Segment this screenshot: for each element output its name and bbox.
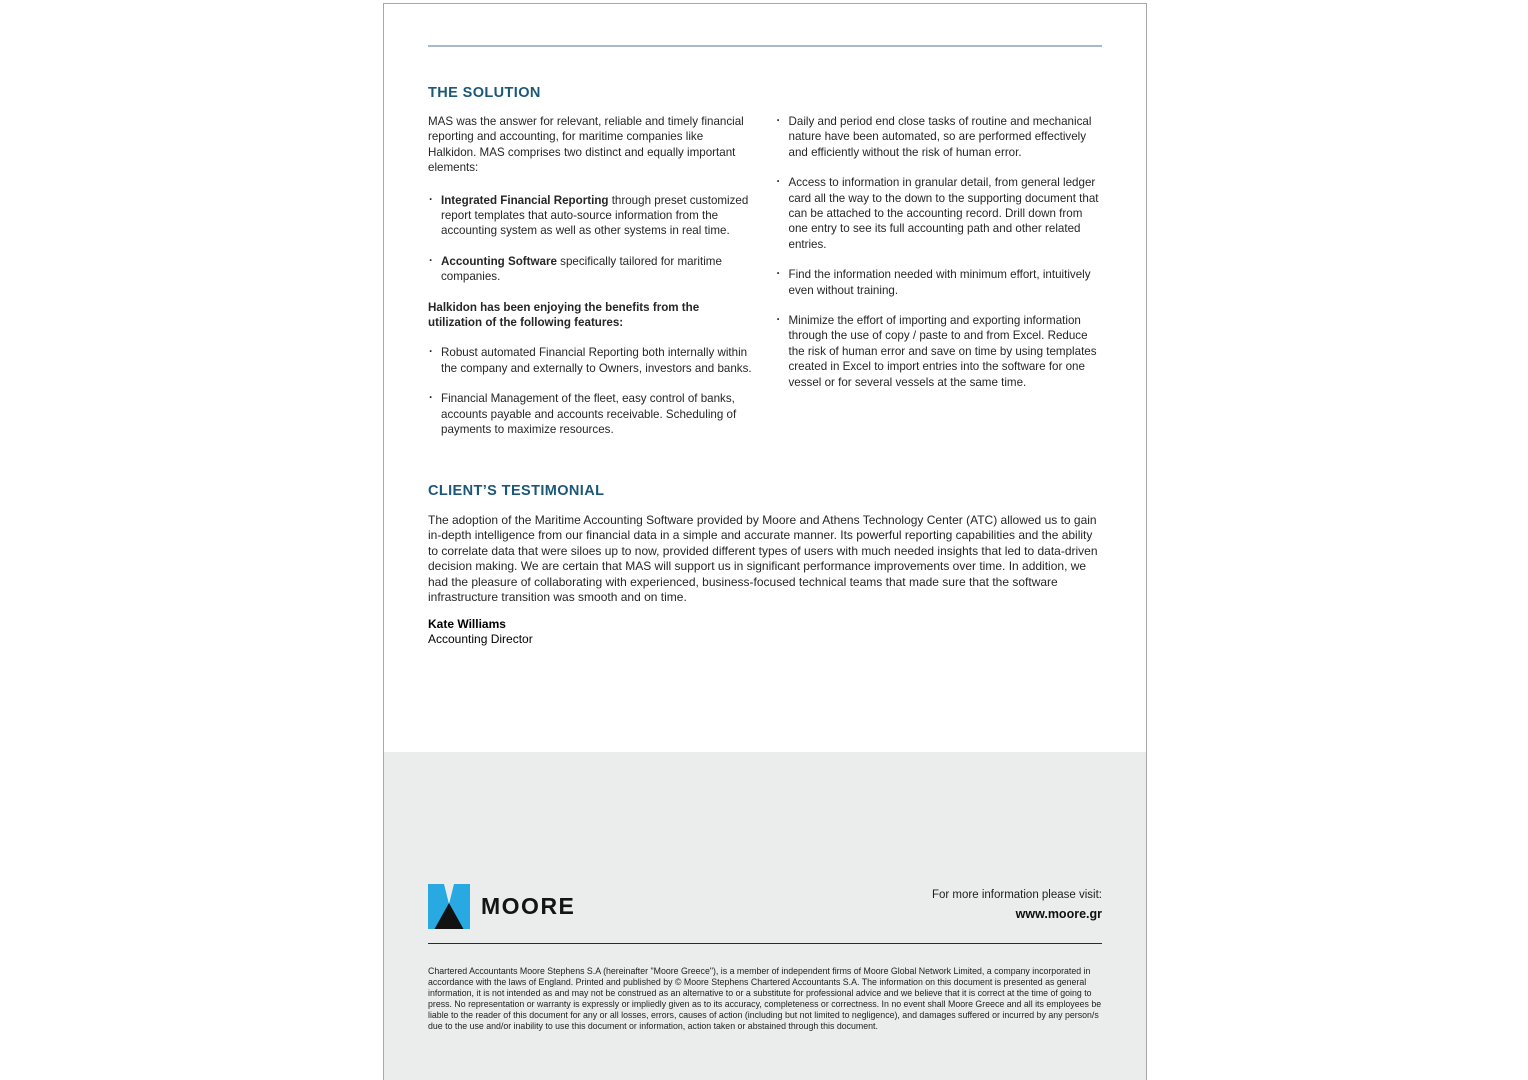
footer-brand-row — [428, 884, 1102, 929]
list-item — [776, 313, 1103, 390]
list-item — [428, 345, 755, 376]
solution-intro-paragraph: MAS was the answer for relevant, reliable and timely financial reporting and accounting, for maritime companies like Halkidon. MAS comprises two distinct and equally important elements: — [428, 115, 744, 175]
page-content — [384, 45, 1146, 648]
solution-right-bullet-list — [776, 114, 1103, 390]
testimonial-author-title: Accounting Director — [428, 632, 533, 647]
document-page — [383, 3, 1147, 1080]
bullet-text: Minimize the effort of importing and exporting information through the use of copy / paste to and from Excel. Reduce the risk of human error and save on time by using templates created in Excel to import entries into the software for one vessel or for several vessels at the same time. — [788, 314, 1097, 389]
bullet-text: Find the information needed with minimum effort, intuitively even without training. — [788, 268, 1091, 297]
footer-info — [932, 888, 1102, 923]
more-info-text: For more information please visit: — [931, 889, 1102, 901]
website-link[interactable]: www.moore.gr — [1015, 906, 1102, 921]
solution-heading: THE SOLUTION — [428, 85, 541, 101]
moore-logo-icon — [428, 884, 470, 929]
legal-disclaimer: Chartered Accountants Moore Stephens S.A (hereinafter "Moore Greece"), is a member of independent firms of Moore Global Network Limited, a company incorporated in accordance with the laws of England. Printed and published by © Moore Stephens Chartered Accountants S.A. The information on this document is presented as general information, it is not intended as and may not be construed as an alternative to or a substitute for professional advice and we believe that it is correct at the time of going to press. No representation or warranty is expressly or impliedly given as to its accuracy, completeness or correctness. In no event shall Moore Greece and all its employees be liable to the reader of this document for any or all losses, errors, causes of action (including but not limited to negligence), and damages suffered or incurred by any person/s due to the use and/or inability to use this document or information, action taken or abstained through this document. — [428, 966, 1102, 1031]
list-item — [428, 391, 755, 437]
list-item — [776, 114, 1103, 160]
bullet-text: Financial Management of the fleet, easy control of banks, accounts payable and accounts receivable. Scheduling of payments to maximize resources. — [441, 392, 737, 437]
moore-brand — [428, 884, 575, 929]
bullet-text: Access to information in granular detail, from general ledger card all the way to the down to the supporting document that can be attached to the accounting record. Drill down from one entry to see its full accounting path and other related entries. — [788, 176, 1099, 251]
bullet-text: through preset customized report templates that auto-source information from the accounting system as well as other systems in real time. — [441, 193, 749, 238]
solution-features-bullet-list — [428, 345, 755, 437]
testimonial-author-name: Kate Williams — [428, 617, 506, 632]
bullet-bold-lead: Integrated Financial Reporting — [441, 193, 609, 207]
page-footer — [384, 752, 1146, 1080]
footer-divider-rule — [428, 943, 1102, 944]
solution-columns — [428, 114, 1102, 453]
footer-content — [384, 884, 1146, 1031]
list-item — [776, 175, 1103, 252]
features-subheading: Halkidon has been enjoying the benefits from the utilization of the following features: — [428, 300, 700, 330]
bullet-text: specifically tailored for maritime companies. — [441, 254, 722, 284]
list-item — [428, 193, 755, 239]
list-item — [776, 267, 1103, 298]
solution-right-column — [776, 114, 1103, 453]
bullet-text: Robust automated Financial Reporting both internally within the company and externally to Owners, investors and banks. — [441, 346, 752, 375]
solution-primary-bullet-list — [428, 193, 755, 285]
list-item — [428, 254, 755, 285]
top-divider-rule — [428, 45, 1102, 47]
testimonial-heading: CLIENT’S TESTIMONIAL — [428, 482, 605, 499]
moore-wordmark: MOORE — [481, 893, 576, 919]
bullet-text: Daily and period end close tasks of routine and mechanical nature have been automated, so are performed effectively and efficiently without the risk of human error. — [788, 115, 1092, 159]
bullet-bold-lead: Accounting Software — [441, 254, 557, 268]
solution-left-column — [428, 114, 755, 453]
testimonial-paragraph: The adoption of the Maritime Accounting Software provided by Moore and Athens Technology Center (ATC) allowed us to gain in-depth intelligence from our financial data in a simple and accurate manner. Its powerful reporting capabilities and the ability to correlate data that were siloes up to now, provided different types of users with much needed insights that led to data-driven decision making. We are certain that MAS will support us in significant performance improvements over time. In addition, we had the pleasure of collaborating with experienced, business-focused technical teams that made sure that the software infrastructure transition was smooth and on time. — [428, 512, 1098, 605]
